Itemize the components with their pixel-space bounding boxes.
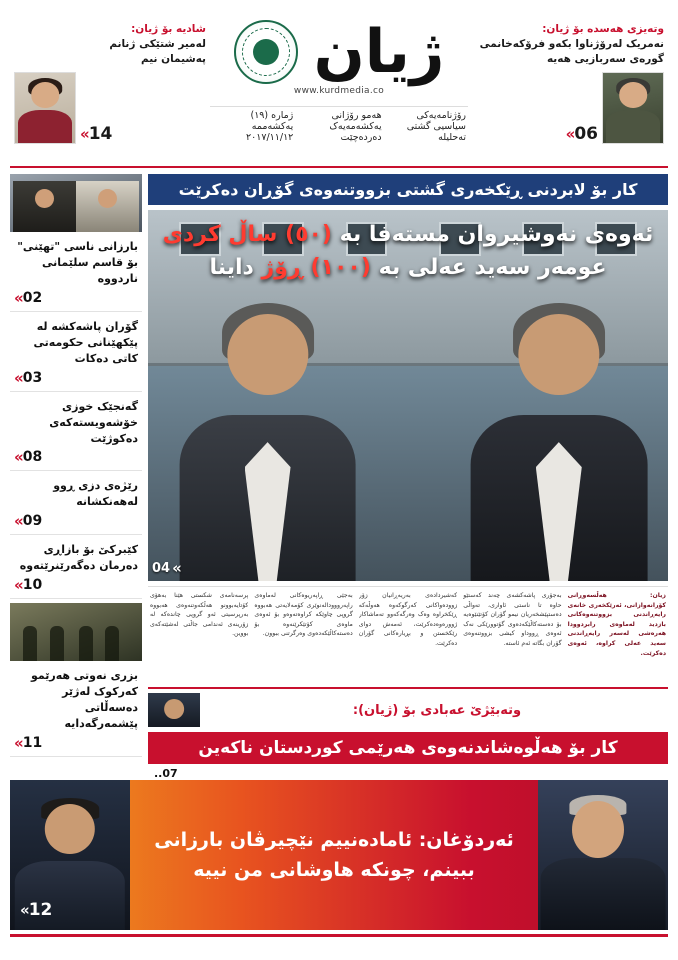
- abadi-headline[interactable]: [148, 732, 668, 780]
- masthead-info-strip: [210, 106, 468, 143]
- lead-page-number: 04: [152, 560, 171, 576]
- nechirvan-barzani-photo: [10, 780, 130, 930]
- brief-page-ref[interactable]: [14, 576, 138, 594]
- left-teaser-line1: شادیە بۆ ژیان:: [131, 23, 206, 35]
- lead-headline-l2a: عومەر سەید عەلی بە: [378, 255, 607, 280]
- brief-page-number: 09: [22, 513, 43, 530]
- lead-headline-l2c: داینا: [209, 255, 254, 280]
- lead-headline-l1b: (٥٠) ساڵ کردی: [162, 222, 332, 247]
- brief-text: گۆران پاشەکشە لە پێکهێنانی حکومەتی کاتی دەکات: [33, 319, 138, 365]
- newspaper-logo: ژیان: [313, 17, 445, 87]
- list-item[interactable]: [10, 316, 142, 392]
- abadi-kicker: وتەبێژێ عەبادی بۆ (ژیان):: [352, 702, 522, 718]
- brief-text: رێژەی دزی ڕوو لەهەنکشانە: [53, 479, 138, 509]
- right-teaser-page-ref[interactable]: [566, 124, 598, 144]
- list-item[interactable]: [10, 665, 142, 757]
- abadi-page-number: 07..: [154, 767, 178, 780]
- brief-page-number: 03: [22, 369, 43, 386]
- right-teaser-media: [468, 72, 668, 144]
- masthead-strip-left: ژمارە (١٩) یەکشەممە ٢٠١٧/١١/١٢: [246, 110, 294, 143]
- chevron-left-icon: «: [14, 448, 21, 467]
- content-grid: [10, 174, 668, 780]
- brief-page-ref[interactable]: [14, 512, 138, 530]
- right-teaser-line2: نەمریک لەرۆژناوا بکەو فرۆکەخانمی: [479, 38, 664, 51]
- right-teaser-text: [468, 22, 668, 68]
- sidebar-photo-bottom: [10, 603, 142, 661]
- article-column-5: پرسەنامەی شکستی هێنا بەهۆی کۆتایەبوونو هەڵکەوتنەوەی هەبووە بەرپرسیتی ئەو گروپی چاندەکە لە زۆرینەی ئەندامی جاڵتی لەشێتەکەی بووین.: [149, 592, 249, 638]
- bottom-headline-line1: ئەردۆغان: ئامادەنییم نێچیرڤان بارزانی: [154, 828, 514, 851]
- chevron-left-icon: «: [14, 288, 21, 307]
- left-teaser-text: [10, 22, 210, 68]
- lead-article-body: [148, 586, 668, 682]
- brief-page-ref[interactable]: [14, 734, 138, 752]
- top-banner-headline[interactable]: کار بۆ لابردنی ڕێکخەری گشتی بزووتنەوەی گۆڕان دەکرێت: [148, 174, 668, 205]
- brief-text: کێبرکێ بۆ بازاڕی دەرمان دەگەرێنرێتەوە: [19, 543, 138, 573]
- article-column-1: زیان: هەڵسەوڕانی کۆرانەوازانی، ئەرێکخەری خانەی رایەڕاندنی بزووتنەوەکانی بازدید لەماوەی رابردوودا هەرەشی لەسەر رایەڕاندنی سەید عەلی کراوە، ئەوەی دەکرێت.: [567, 592, 666, 657]
- bottom-headline-line2: ببینم، چونکە هاوشانی من نییە: [193, 859, 475, 881]
- list-item[interactable]: [10, 539, 142, 599]
- article-column-4: بەجێی ڕاپەریوەکانی لەماوەی راپەرووودالەنوێری کۆمەلایەتی هەبووە گروپی چاوێکە کراوەتەوەو بۆ ئەوەی ماوەی کۆتێکرێنەوە بۆ دەستەکاڵێکەدەوی وەرگرتنی ببوون.: [254, 592, 353, 638]
- emblem-seal-icon: [234, 20, 298, 84]
- main-content: [148, 174, 668, 780]
- bottom-headline: [130, 780, 538, 930]
- left-teaser-line2: لەمیر شتێکی ژنانم: [109, 38, 206, 51]
- lead-headline-l1a: ئەوەی نەوشیروان مستەفا بە: [339, 222, 654, 247]
- masthead-left-teaser[interactable]: [10, 8, 210, 166]
- left-teaser-page-ref[interactable]: [80, 124, 112, 144]
- chevron-left-icon: «: [20, 901, 27, 919]
- masthead-center: [210, 8, 468, 166]
- abadi-headline-text: کار بۆ هەڵوەشاندنەوەی هەرێمی کوردستان ناکەین: [198, 738, 618, 758]
- masthead: [10, 8, 668, 168]
- lead-photo-person-left: [179, 314, 356, 581]
- chevron-left-icon: «: [14, 512, 21, 531]
- right-teaser-line1: وتەیزی هەسدە بۆ ژیان:: [542, 23, 664, 35]
- right-teaser-page-number: 06: [574, 123, 598, 144]
- brief-page-number: 10: [22, 577, 43, 594]
- brief-page-ref[interactable]: [14, 448, 138, 466]
- chevron-left-icon: «: [565, 124, 573, 143]
- lead-headline: [156, 218, 660, 284]
- list-item[interactable]: [10, 236, 142, 312]
- article-column-2: بەجۆری پاشەکشەی چەند کەستێو حاوە تا ناستی ئاواری، تەواڵی دەستپێشخەریان نیمو گۆران کۆتێنێوەیە بۆ دەستەکاڵێکەدەوی گۆتوورێکی نەک ئەوەی ڕووداو کیشی بزووتنەوەی گۆران بگاتە ئەم ئاستە.: [463, 592, 562, 648]
- brief-page-number: 02: [22, 289, 43, 306]
- brief-text: گەنجێک خوزی خۆشەویستەکەی دەکوژێت: [49, 399, 138, 445]
- masthead-strip-right: رۆژنامەیەکی سیاسیی گشتی تەحلیلە: [406, 110, 466, 143]
- left-teaser-media: [10, 72, 210, 144]
- abadi-spokesperson-photo: [148, 693, 200, 727]
- lead-page-ref[interactable]: [152, 559, 179, 577]
- sidebar: [10, 174, 142, 764]
- left-teaser-page-number: 14: [88, 123, 113, 144]
- lead-photo-person-right: [470, 314, 647, 581]
- chevron-left-icon: «: [14, 576, 21, 595]
- brief-page-ref[interactable]: [14, 289, 138, 307]
- erdogan-photo: [538, 780, 668, 930]
- lead-photo: [148, 210, 668, 581]
- masthead-strip-center: هەمو رۆژانی یەکشەمەیەک دەردەچێت: [329, 110, 382, 143]
- bottom-feature[interactable]: [10, 780, 668, 930]
- chevron-left-icon: «: [14, 368, 21, 387]
- list-item[interactable]: [10, 396, 142, 472]
- left-teaser-photo: [14, 72, 76, 144]
- chevron-left-icon: «: [80, 124, 87, 143]
- right-teaser-line3: گورەی سەربازیی هەیە: [546, 53, 664, 66]
- brief-text: بارزانی ناسی "تهێنی" بۆ قاسم سلێمانی ناردووە: [17, 240, 138, 285]
- brief-page-number: 11: [22, 734, 43, 751]
- logo-row: [210, 17, 468, 87]
- article-column-3: کەشیردادەی بەریەڕانیان زۆر زوودەواکانی کەرگوکەوە هەوڵەکە ڕێکخراوە وەک وەرگەکەوو تەماشاکار ژوورەوەدەکرێت، ئەمەش دوای رێکخستن و بڕیارەکانی گۆران دەکرێت.: [358, 592, 458, 648]
- bottom-page-ref[interactable]: [20, 900, 52, 920]
- website-url[interactable]: www.kurdmedia.co: [293, 86, 385, 96]
- bottom-page-number: 12: [28, 900, 53, 920]
- brief-page-number: 08: [22, 449, 43, 466]
- left-teaser-line3: پەشیمان نیم: [141, 53, 206, 66]
- chevron-left-icon: «: [14, 733, 21, 752]
- chevron-left-icon: «: [172, 559, 179, 577]
- list-item[interactable]: [10, 475, 142, 535]
- abadi-kicker-row: [148, 687, 668, 727]
- lead-headline-l2b: (١٠٠) ڕۆژ: [261, 255, 371, 280]
- bottom-rule: [10, 934, 668, 937]
- right-teaser-photo: [602, 72, 664, 144]
- brief-text: بزری نەوتی هەرێمو کەرکوک لەژێر دەسەڵاتی پێشمەرگەدایە: [31, 669, 138, 730]
- sidebar-photo-top: [10, 174, 142, 232]
- brief-page-ref[interactable]: [14, 369, 138, 387]
- masthead-right-teaser[interactable]: [468, 8, 668, 166]
